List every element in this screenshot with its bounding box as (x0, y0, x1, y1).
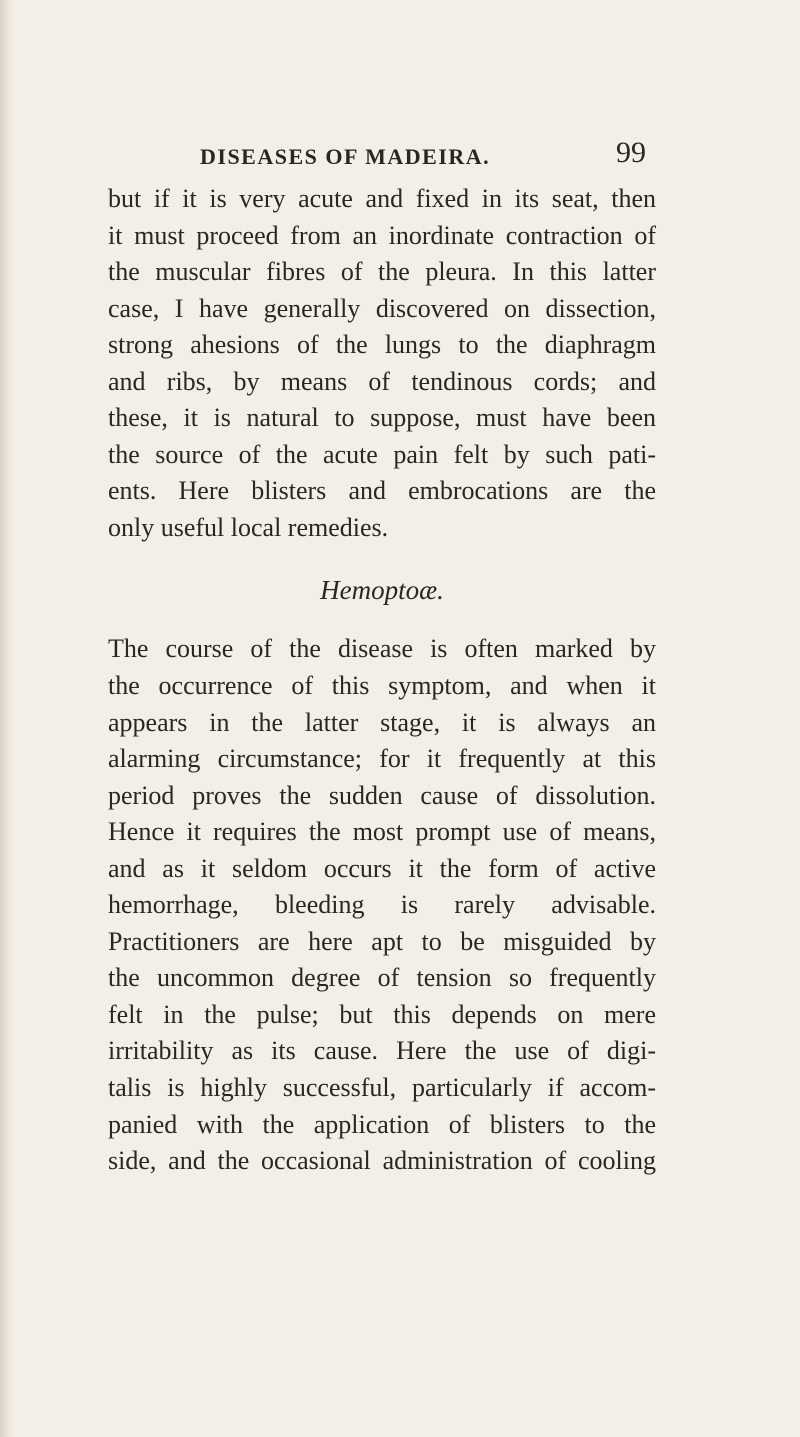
text-line: but if it is very acute and fixed in its seat, then (108, 184, 656, 213)
text-line: it must proceed from an inordinate contraction of (108, 220, 656, 250)
running-head: DISEASES OF MADEIRA. (200, 144, 491, 169)
text-line: only useful local remedies. (108, 512, 389, 542)
paragraph-1 (108, 181, 656, 546)
text-line: felt in the pulse; but this depends on mere (108, 999, 656, 1029)
text-line: and as it seldom occurs it the form of active (108, 853, 656, 883)
text-line: the muscular fibres of the pleura. In this latter (108, 257, 656, 287)
text-line: talis is highly successful, particularly if accom- (108, 1073, 656, 1103)
text-line: Hence it requires the most prompt use of means, (108, 817, 656, 847)
text-line: the source of the acute pain felt by such pati- (108, 439, 656, 469)
text-line: the uncommon degree of tension so frequently (108, 963, 656, 993)
text-line: the occurrence of this symptom, and when it (108, 671, 656, 701)
page-header (0, 136, 800, 180)
text-line: these, it is natural to suppose, must have been (108, 403, 656, 433)
text-line: irritability as its cause. Here the use of digi- (108, 1036, 656, 1066)
text-line: strong ahesions of the lungs to the diaphragm (108, 330, 656, 360)
text-line: hemorrhage, bleeding is rarely advisable. (108, 890, 656, 920)
text-line: Practitioners are here apt to be misguided by (108, 926, 656, 956)
text-line: panied with the application of blisters to the (108, 1109, 656, 1139)
text-line: alarming circumstance; for it frequently at this (108, 744, 656, 774)
page-gutter-edge (0, 0, 14, 1437)
text-line: and ribs, by means of tendinous cords; and (108, 366, 656, 396)
text-line: appears in the latter stage, it is always an (108, 707, 656, 737)
body-text (108, 181, 656, 1180)
text-line: The course of the disease is often marked by (108, 634, 656, 664)
text-line: side, and the occasional administration of cooling (108, 1146, 656, 1176)
paragraph-2 (108, 631, 656, 1179)
page-number: 99 (616, 136, 646, 169)
text-line: case, I have generally discovered on dissection, (108, 293, 656, 323)
text-line: period proves the sudden cause of dissolution. (108, 780, 656, 810)
section-heading: Hemoptoæ. (320, 575, 444, 606)
text-line: ents. Here blisters and embrocations are the (108, 476, 656, 506)
